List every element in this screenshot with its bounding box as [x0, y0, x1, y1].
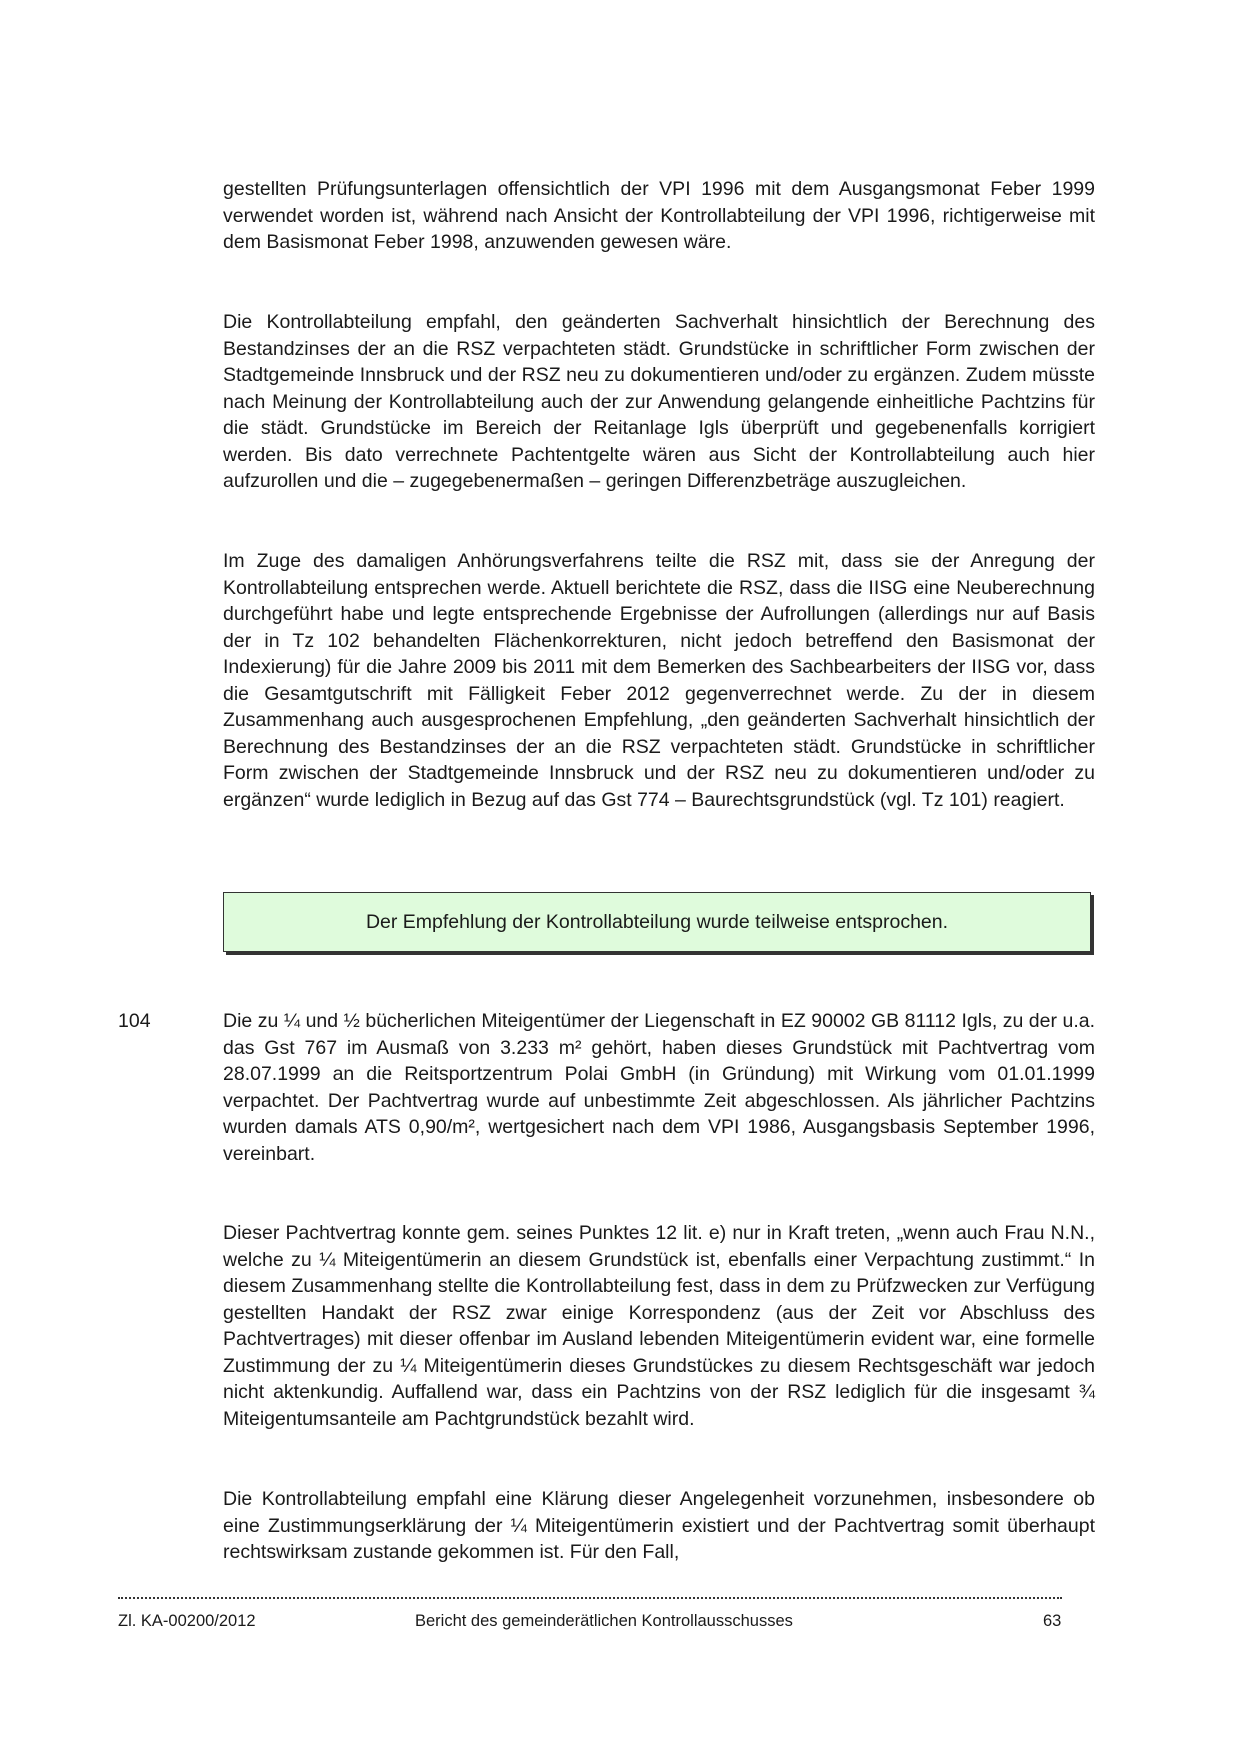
paragraph-1: gestellten Prüfungsunterlagen offensichtlich der VPI 1996 mit dem Ausgangsmonat Feber 1999 verwendet worden ist, während nach Ansicht der Kontrollabteilung der VPI 1996, richtigerweise mit dem Basismonat Feber 1998, anzuwenden gewesen wäre.: [223, 178, 1095, 253]
recommendation-callout: [223, 892, 1091, 952]
page-number: 63: [1043, 1612, 1062, 1630]
paragraph-5: Dieser Pachtvertrag konnte gem. seines Punktes 12 lit. e) nur in Kraft treten, „wenn auch Frau N.N., welche zu ¼ Miteigentümerin an diesem Grundstück ist, ebenfalls einer Verpachtung zustimmt.“ In diesem Zusammenhang stellte die Kontrollabteilung fest, dass in dem zu Prüfzwecken zur Verfügung gestellten Handakt der RSZ zwar einige Korrespondenz (aus der Zeit vor Abschluss des Pachtvertrages) mit dieser offenbar im Ausland lebenden Miteigentümerin evident war, eine formelle Zustimmung der zu ¼ Miteigentümerin dieses Grundstückes zu diesem Rechtsgeschäft war jedoch nicht aktenkundig. Auffallend war, dass ein Pachtzins von der RSZ lediglich für die insgesamt ¾ Miteigentumsanteile am Pachtgrundstück bezahlt wird.: [223, 1222, 1095, 1430]
footer-reference: Zl. KA-00200/2012: [118, 1612, 256, 1630]
paragraph-6: Die Kontrollabteilung empfahl eine Klärung dieser Angelegenheit vorzunehmen, insbesondere ob eine Zustimmungserklärung der ¼ Miteigentümerin existiert und der Pachtvertrag somit überhaupt rechtswirksam zustande gekommen ist. Für den Fall,: [223, 1488, 1095, 1563]
footer-divider: [118, 1597, 1062, 1599]
paragraph-2: Die Kontrollabteilung empfahl, den geänderten Sachverhalt hinsichtlich der Berechnung des Bestandzinses der an die RSZ verpachteten städt. Grundstücke in schriftlicher Form zwischen der Stadtgemeinde Innsbruck und der RSZ neu zu dokumentieren und/oder zu ergänzen. Zudem müsste nach Meinung der Kontrollabteilung auch der zur Anwendung gelangende einheitliche Pachtzins für die städt. Grundstücke im Bereich der Reitanlage Igls überprüft und gegebenenfalls korrigiert werden. Bis dato verrechnete Pachtentgelte wären aus Sicht der Kontrollabteilung auch hier aufzurollen und die – zugegebenermaßen – geringen Differenzbeträge auszugleichen.: [223, 311, 1095, 492]
paragraph-4: Die zu ¼ und ½ bücherlichen Miteigentümer der Liegenschaft in EZ 90002 GB 81112 Igls, zu der u.a. das Gst 767 im Ausmaß von 3.233 m² gehört, haben dieses Grundstück mit Pachtvertrag vom 28.07.1999 an die Reitsportzentrum Polai GmbH (in Gründung) mit Wirkung vom 01.01.1999 verpachtet. Der Pachtvertrag wurde auf unbestimmte Zeit abgeschlossen. Als jährlicher Pachtzins wurden damals ATS 0,90/m², wertgesichert nach dem VPI 1986, Ausgangsbasis September 1996, vereinbart.: [223, 1010, 1095, 1165]
section-number: 104: [118, 1010, 151, 1032]
callout-text: Der Empfehlung der Kontrollabteilung wurde teilweise entsprochen.: [365, 910, 949, 933]
footer-title: Bericht des gemeinderätlichen Kontrollausschusses: [415, 1612, 793, 1630]
paragraph-3: Im Zuge des damaligen Anhörungsverfahrens teilte die RSZ mit, dass sie der Anregung der Kontrollabteilung entsprechen werde. Aktuell berichtete die RSZ, dass die IISG eine Neuberechnung durchgeführt habe und legte entsprechende Ergebnisse der Aufrollungen (allerdings nur auf Basis der in Tz 102 behandelten Flächenkorrekturen, nicht jedoch betreffend den Basismonat der Indexierung) für die Jahre 2009 bis 2011 mit dem Bemerken des Sachbearbeiters der IISG vor, dass die Gesamtgutschrift mit Fälligkeit Feber 2012 gegenverrechnet werde. Zu der in diesem Zusammenhang auch ausgesprochenen Empfehlung, „den geänderten Sachverhalt hinsichtlich der Berechnung des Bestandzinses der an die RSZ verpachteten städt. Grundstücke in schriftlicher Form zwischen der Stadtgemeinde Innsbruck und der RSZ neu zu dokumentieren und/oder zu ergänzen“ wurde lediglich in Bezug auf das Gst 774 – Baurechtsgrundstück (vgl. Tz 101) reagiert.: [223, 550, 1095, 811]
